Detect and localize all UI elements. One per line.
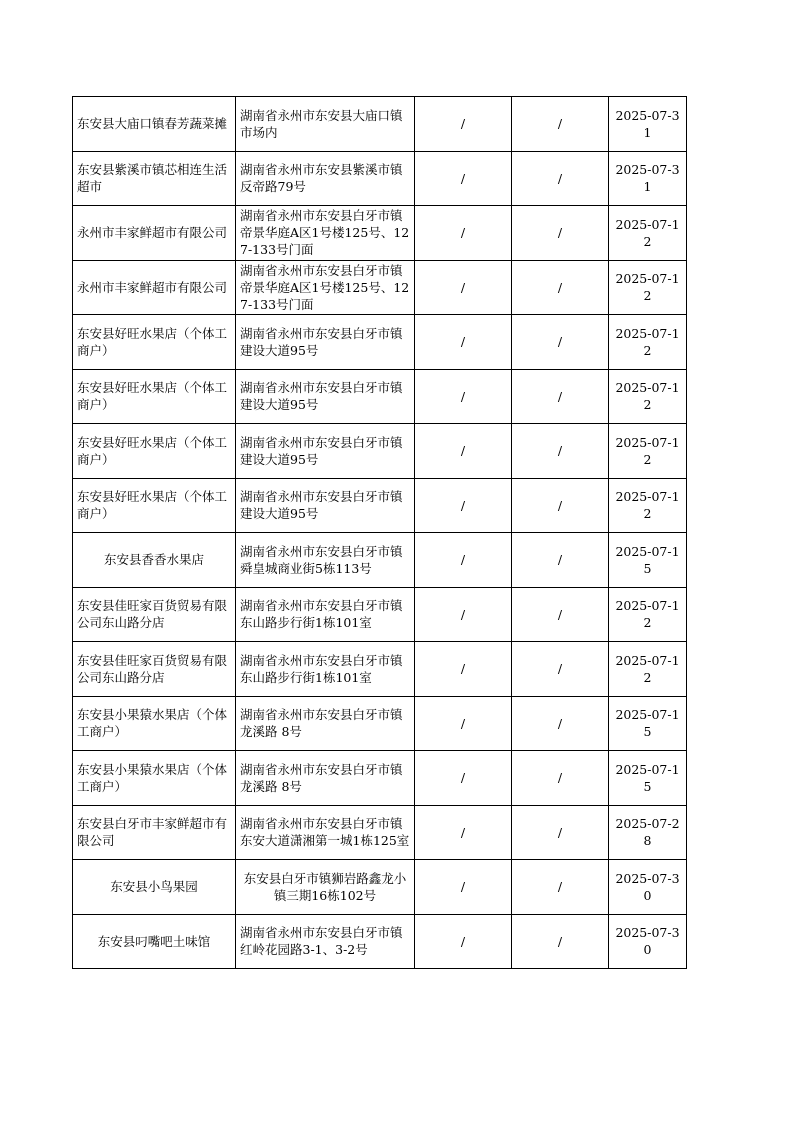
placeholder-cell: / <box>415 533 512 588</box>
address-cell: 湖南省永州市东安县紫溪市镇反帝路79号 <box>236 151 415 206</box>
address-cell: 湖南省永州市东安县白牙市镇帝景华庭A区1号楼125号、127-133号门面 <box>236 206 415 261</box>
address-cell: 东安县白牙市镇狮岩路鑫龙小镇三期16栋102号 <box>236 860 415 915</box>
address-cell: 湖南省永州市东安县白牙市镇东山路步行街1栋101室 <box>236 642 415 697</box>
business-name-cell: 东安县小果猿水果店（个体工商户） <box>73 751 236 806</box>
placeholder-cell: / <box>512 424 609 479</box>
placeholder-cell: / <box>415 424 512 479</box>
placeholder-cell: / <box>415 151 512 206</box>
business-name-cell: 东安县小鸟果园 <box>73 860 236 915</box>
address-cell: 湖南省永州市东安县白牙市镇龙溪路 8号 <box>236 751 415 806</box>
business-name-cell: 东安县香香水果店 <box>73 533 236 588</box>
placeholder-cell: / <box>415 751 512 806</box>
placeholder-cell: / <box>415 369 512 424</box>
placeholder-cell: / <box>512 914 609 969</box>
placeholder-cell: / <box>512 696 609 751</box>
address-cell: 湖南省永州市东安县白牙市镇帝景华庭A区1号楼125号、127-133号门面 <box>236 260 415 315</box>
date-cell: 2025-07-30 <box>609 860 687 915</box>
date-cell: 2025-07-12 <box>609 424 687 479</box>
address-cell: 湖南省永州市东安县白牙市镇建设大道95号 <box>236 315 415 370</box>
address-cell: 湖南省永州市东安县白牙市镇红岭花园路3-1、3-2号 <box>236 914 415 969</box>
placeholder-cell: / <box>512 97 609 152</box>
date-cell: 2025-07-30 <box>609 914 687 969</box>
date-cell: 2025-07-31 <box>609 97 687 152</box>
address-cell: 湖南省永州市东安县大庙口镇市场内 <box>236 97 415 152</box>
date-cell: 2025-07-12 <box>609 206 687 261</box>
business-name-cell: 东安县大庙口镇春芳蔬菜摊 <box>73 97 236 152</box>
placeholder-cell: / <box>415 478 512 533</box>
address-cell: 湖南省永州市东安县白牙市镇东安大道潇湘第一城1栋125室 <box>236 805 415 860</box>
address-cell: 湖南省永州市东安县白牙市镇建设大道95号 <box>236 369 415 424</box>
records-table-body <box>73 97 687 969</box>
table-row <box>73 260 687 315</box>
placeholder-cell: / <box>512 805 609 860</box>
placeholder-cell: / <box>415 97 512 152</box>
placeholder-cell: / <box>512 860 609 915</box>
table-row <box>73 751 687 806</box>
date-cell: 2025-07-28 <box>609 805 687 860</box>
date-cell: 2025-07-12 <box>609 369 687 424</box>
placeholder-cell: / <box>415 860 512 915</box>
address-cell: 湖南省永州市东安县白牙市镇建设大道95号 <box>236 424 415 479</box>
placeholder-cell: / <box>415 315 512 370</box>
table-row <box>73 642 687 697</box>
date-cell: 2025-07-12 <box>609 478 687 533</box>
table-row <box>73 369 687 424</box>
placeholder-cell: / <box>512 369 609 424</box>
date-cell: 2025-07-12 <box>609 260 687 315</box>
table-row <box>73 696 687 751</box>
date-cell: 2025-07-12 <box>609 587 687 642</box>
business-name-cell: 东安县好旺水果店（个体工商户） <box>73 478 236 533</box>
business-name-cell: 东安县好旺水果店（个体工商户） <box>73 369 236 424</box>
date-cell: 2025-07-12 <box>609 642 687 697</box>
placeholder-cell: / <box>415 587 512 642</box>
placeholder-cell: / <box>512 478 609 533</box>
placeholder-cell: / <box>512 151 609 206</box>
date-cell: 2025-07-12 <box>609 315 687 370</box>
business-name-cell: 东安县叼嘴吧土味馆 <box>73 914 236 969</box>
placeholder-cell: / <box>415 696 512 751</box>
placeholder-cell: / <box>512 533 609 588</box>
placeholder-cell: / <box>415 914 512 969</box>
business-name-cell: 东安县佳旺家百货贸易有限公司东山路分店 <box>73 642 236 697</box>
table-row <box>73 533 687 588</box>
table-row <box>73 587 687 642</box>
business-name-cell: 东安县好旺水果店（个体工商户） <box>73 315 236 370</box>
placeholder-cell: / <box>512 642 609 697</box>
table-row <box>73 805 687 860</box>
placeholder-cell: / <box>415 642 512 697</box>
placeholder-cell: / <box>512 260 609 315</box>
table-row <box>73 315 687 370</box>
table-row <box>73 424 687 479</box>
date-cell: 2025-07-15 <box>609 751 687 806</box>
business-name-cell: 永州市丰家鲜超市有限公司 <box>73 260 236 315</box>
table-row <box>73 478 687 533</box>
table-row <box>73 97 687 152</box>
placeholder-cell: / <box>512 751 609 806</box>
placeholder-cell: / <box>512 206 609 261</box>
business-name-cell: 东安县紫溪市镇芯相连生活超市 <box>73 151 236 206</box>
address-cell: 湖南省永州市东安县白牙市镇东山路步行街1栋101室 <box>236 587 415 642</box>
date-cell: 2025-07-15 <box>609 696 687 751</box>
table-row <box>73 914 687 969</box>
placeholder-cell: / <box>415 805 512 860</box>
placeholder-cell: / <box>415 260 512 315</box>
business-name-cell: 东安县白牙市丰家鲜超市有限公司 <box>73 805 236 860</box>
placeholder-cell: / <box>512 315 609 370</box>
table-row <box>73 206 687 261</box>
table-row <box>73 860 687 915</box>
business-name-cell: 永州市丰家鲜超市有限公司 <box>73 206 236 261</box>
placeholder-cell: / <box>512 587 609 642</box>
business-name-cell: 东安县小果猿水果店（个体工商户） <box>73 696 236 751</box>
records-table <box>72 96 687 969</box>
address-cell: 湖南省永州市东安县白牙市镇舜皇城商业街5栋113号 <box>236 533 415 588</box>
business-name-cell: 东安县好旺水果店（个体工商户） <box>73 424 236 479</box>
address-cell: 湖南省永州市东安县白牙市镇建设大道95号 <box>236 478 415 533</box>
table-row <box>73 151 687 206</box>
date-cell: 2025-07-15 <box>609 533 687 588</box>
placeholder-cell: / <box>415 206 512 261</box>
address-cell: 湖南省永州市东安县白牙市镇龙溪路 8号 <box>236 696 415 751</box>
date-cell: 2025-07-31 <box>609 151 687 206</box>
business-name-cell: 东安县佳旺家百货贸易有限公司东山路分店 <box>73 587 236 642</box>
